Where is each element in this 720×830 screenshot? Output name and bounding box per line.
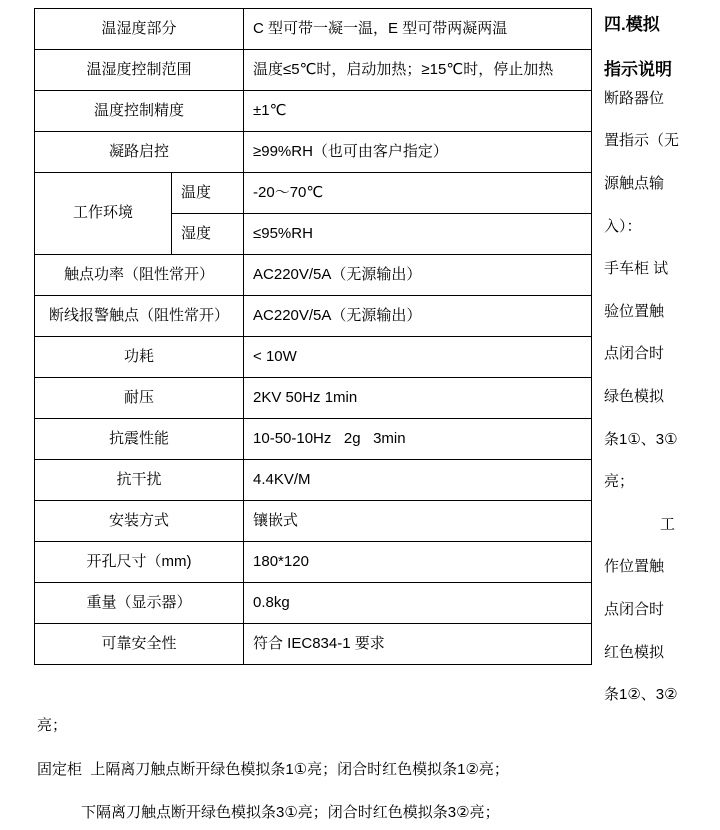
table-row (35, 132, 592, 173)
row-value: 180*120 (244, 542, 592, 583)
table-row (35, 296, 592, 337)
row-label: 温湿度控制范围 (35, 50, 244, 91)
table-row (35, 91, 592, 132)
row-label: 温湿度部分 (35, 9, 244, 50)
table-row (35, 255, 592, 296)
table-row (35, 50, 592, 91)
table-row (35, 337, 592, 378)
sidebar-line: 断路器位 (604, 89, 665, 107)
row-value: AC220V/5A（无源输出） (244, 296, 592, 337)
row-value: 符合 IEC834-1 要求 (244, 624, 592, 665)
row-label: 安装方式 (35, 501, 244, 542)
row-label: 凝路启控 (35, 132, 244, 173)
sidebar-line: 亮； (604, 473, 635, 491)
sidebar-line: 置指示（无 (604, 132, 680, 150)
table-row (35, 378, 592, 419)
row-label: 重量（显示器） (35, 583, 244, 624)
footer-line: 亮； (37, 717, 68, 735)
table-row (35, 173, 592, 214)
row-value: 10-50-10Hz 2g 3min (244, 419, 592, 460)
row-value: ±1℃ (244, 91, 592, 132)
row-value: -20～70℃ (244, 173, 592, 214)
sidebar-line: 作位置触 (604, 558, 665, 576)
row-value: 0.8kg (244, 583, 592, 624)
sidebar-body-text (604, 76, 679, 715)
row-label: 抗干扰 (35, 460, 244, 501)
row-label: 开孔尺寸（mm) (35, 542, 244, 583)
row-value: 2KV 50Hz 1min (244, 378, 592, 419)
row-sublabel: 湿度 (172, 214, 244, 255)
table-row (35, 624, 592, 665)
table-row (35, 419, 592, 460)
row-label: 断线报警触点（阻性常开） (35, 296, 244, 337)
sidebar-line: 验位置触 (604, 302, 665, 320)
row-value: 镶嵌式 (244, 501, 592, 542)
sidebar-line: 红色模拟 (604, 643, 665, 661)
footer-paragraph (37, 703, 697, 830)
table-row (35, 9, 592, 50)
row-value: AC220V/5A（无源输出） (244, 255, 592, 296)
spec-table (34, 8, 592, 665)
row-label: 温度控制精度 (35, 91, 244, 132)
section-title-line: 四.模拟 (604, 15, 660, 34)
row-value: ≤95%RH (244, 214, 592, 255)
row-value: ≥99%RH（也可由客户指定） (244, 132, 592, 173)
sidebar-line: 条1①、3① (604, 430, 678, 448)
section-title-line: 指示说明 (604, 60, 672, 79)
row-label: 功耗 (35, 337, 244, 378)
row-value: < 10W (244, 337, 592, 378)
table-row (35, 583, 592, 624)
table-row (35, 501, 592, 542)
sidebar-line: 工 (660, 515, 676, 533)
sidebar-line: 绿色模拟 (604, 387, 665, 405)
row-label: 触点功率（阻性常开） (35, 255, 244, 296)
row-value: C 型可带一凝一温，E 型可带两凝两温 (244, 9, 592, 50)
row-label: 可靠安全性 (35, 624, 244, 665)
row-label: 耐压 (35, 378, 244, 419)
row-label: 抗震性能 (35, 419, 244, 460)
sidebar-line: 点闭合时 (604, 345, 665, 363)
row-value: 温度≤5℃时，启动加热；≥15℃时，停止加热 (244, 50, 592, 91)
table-row (35, 460, 592, 501)
table-row (35, 542, 592, 583)
sidebar-line: 点闭合时 (604, 600, 665, 618)
row-label: 工作环境 (35, 173, 172, 255)
footer-line: 固定柜 上隔离刀触点断开绿色模拟条1①亮；闭合时红色模拟条1②亮； (37, 760, 509, 778)
sidebar-line: 入）： (604, 217, 642, 235)
row-value: 4.4KV/M (244, 460, 592, 501)
sidebar-line: 源触点输 (604, 174, 665, 192)
row-sublabel: 温度 (172, 173, 244, 214)
sidebar-line: 手车柜 试 (604, 260, 669, 278)
footer-line: 下隔离刀触点断开绿色模拟条3①亮；闭合时红色模拟条3②亮； (81, 804, 500, 822)
sidebar-line: 条1②、3② (604, 686, 678, 704)
